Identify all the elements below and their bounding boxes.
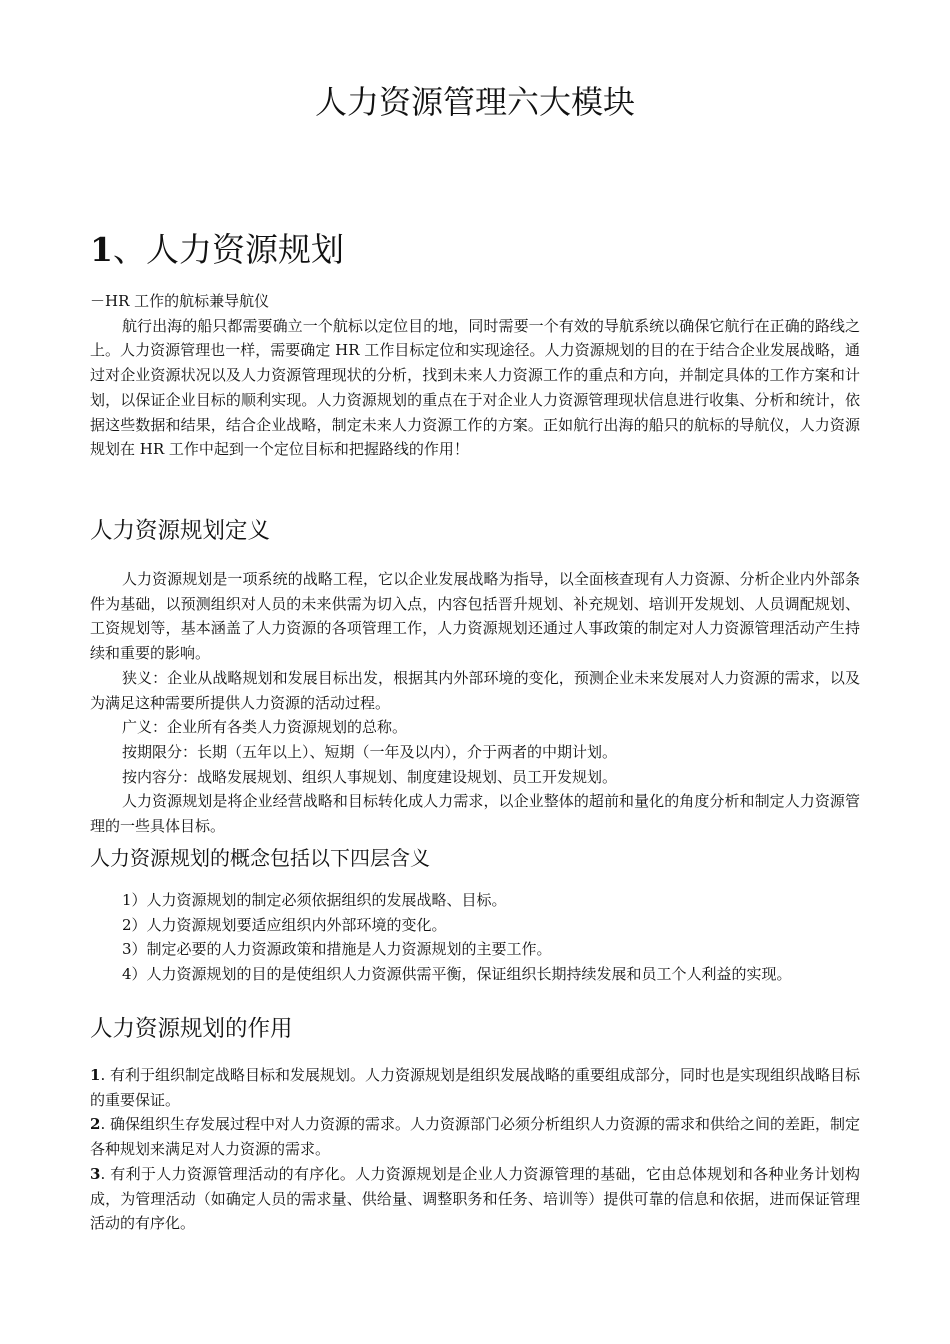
list-item: 3）制定必要的人力资源政策和措施是人力资源规划的主要工作。: [122, 940, 552, 959]
role-item-number: 1: [90, 1066, 101, 1084]
role-item-text: . 有利于人力资源管理活动的有序化。人力资源规划是企业人力资源管理的基础，它由总体规划和各种业务计划构成，为管理活动（如确定人员的需求量、供给量、调整职务和任务、培训等）提供可靠的信息和依据，进而保证管理活动的有序化。: [90, 1164, 860, 1233]
role-list: [90, 1063, 860, 1236]
role-item-text: . 确保组织生存发展过程中对人力资源的需求。人力资源部门必须分析组织人力资源的需求和供给之间的差距，制定各种规划来满足对人力资源的需求。: [90, 1115, 860, 1159]
definition-paragraph: 按内容分：战略发展规划、组织人事规划、制度建设规划、员工开发规划。: [122, 767, 618, 786]
role-item: [90, 1112, 860, 1161]
role-heading: 人力资源规划的作用: [90, 1016, 293, 1042]
document-title: 人力资源管理六大模块: [314, 83, 635, 121]
intro-block: [90, 289, 860, 462]
definition-paragraph: 按期限分：长期（五年以上）、短期（一年及以内），介于两者的中期计划。: [122, 742, 618, 761]
section-number: 1: [90, 230, 113, 269]
section-heading-text: 、人力资源规划: [112, 230, 344, 269]
definition-paragraph: 人力资源规划是将企业经营战略和目标转化成人力需求，以企业整体的超前和量化的角度分析和制定人力资源管理的一些具体目标。: [90, 792, 860, 836]
list-item: 1）人力资源规划的制定必须依据组织的发展战略、目标。: [122, 891, 507, 909]
concept-heading: 人力资源规划的概念包括以下四层含义: [90, 846, 430, 870]
definition-paragraph: 广义：企业所有各类人力资源规划的总称。: [122, 718, 408, 737]
role-item-text: . 有利于组织制定战略目标和发展规划。人力资源规划是组织发展战略的重要组成部分，同时也是实现组织战略目标的重要保证。: [90, 1066, 860, 1109]
definition-heading: 人力资源规划定义: [90, 518, 271, 544]
section-heading: [90, 222, 344, 278]
list-item: 2）人力资源规划要适应组织内外部环境的变化。: [122, 915, 447, 934]
intro-paragraph: 航行出海的船只都需要确立一个航标以定位目的地，同时需要一个有效的导航系统以确保它航行在正确的路线之上。人力资源管理也一样，需要确定 HR 工作目标定位和实现途径。人力资源规划的目的在于结合企业发展战略，通过对企业资源状况以及人力资源管理现状的分析，找到未来人力资源工作的重点和方向，并制定具体的工作方案和计划，以保证企业目标的顺利实现。人力资源规划的重点在于对企业人力资源管理现状信息进行收集、分析和统计，依据这些数据和结果，结合企业战略，制定未来人力资源工作的方案。正如航行出海的船只的航标的导航仪，人力资源规划在 HR 工作中起到一个定位目标和把握路线的作用！: [90, 316, 860, 459]
role-item-number: 2: [90, 1115, 101, 1134]
definition-paragraph: 人力资源规划是一项系统的战略工程，它以企业发展战略为指导，以全面核查现有人力资源、分析企业内外部条件为基础，以预测组织对人员的未来供需为切入点，内容包括晋升规划、补充规划、培训开发规划、人员调配规划、工资规划等，基本涵盖了人力资源的各项管理工作，人力资源规划还通过人事政策的制定对人力资源管理活动产生持续和重要的影响。: [90, 570, 860, 663]
role-item: [90, 1063, 860, 1112]
role-item-number: 3: [90, 1164, 101, 1183]
section-subtitle: －HR 工作的航标兼导航仪: [90, 292, 270, 310]
list-item: 4）人力资源规划的目的是使组织人力资源供需平衡，保证组织长期持续发展和员工个人利益的实现。: [122, 965, 792, 984]
role-item: [90, 1162, 860, 1236]
concept-list: [90, 888, 860, 987]
definition-paragraph: 狭义：企业从战略规划和发展目标出发，根据其内外部环境的变化，预测企业未来发展对人力资源的需求，以及为满足这种需要所提供人力资源的活动过程。: [90, 668, 860, 712]
definition-block: [90, 567, 860, 839]
